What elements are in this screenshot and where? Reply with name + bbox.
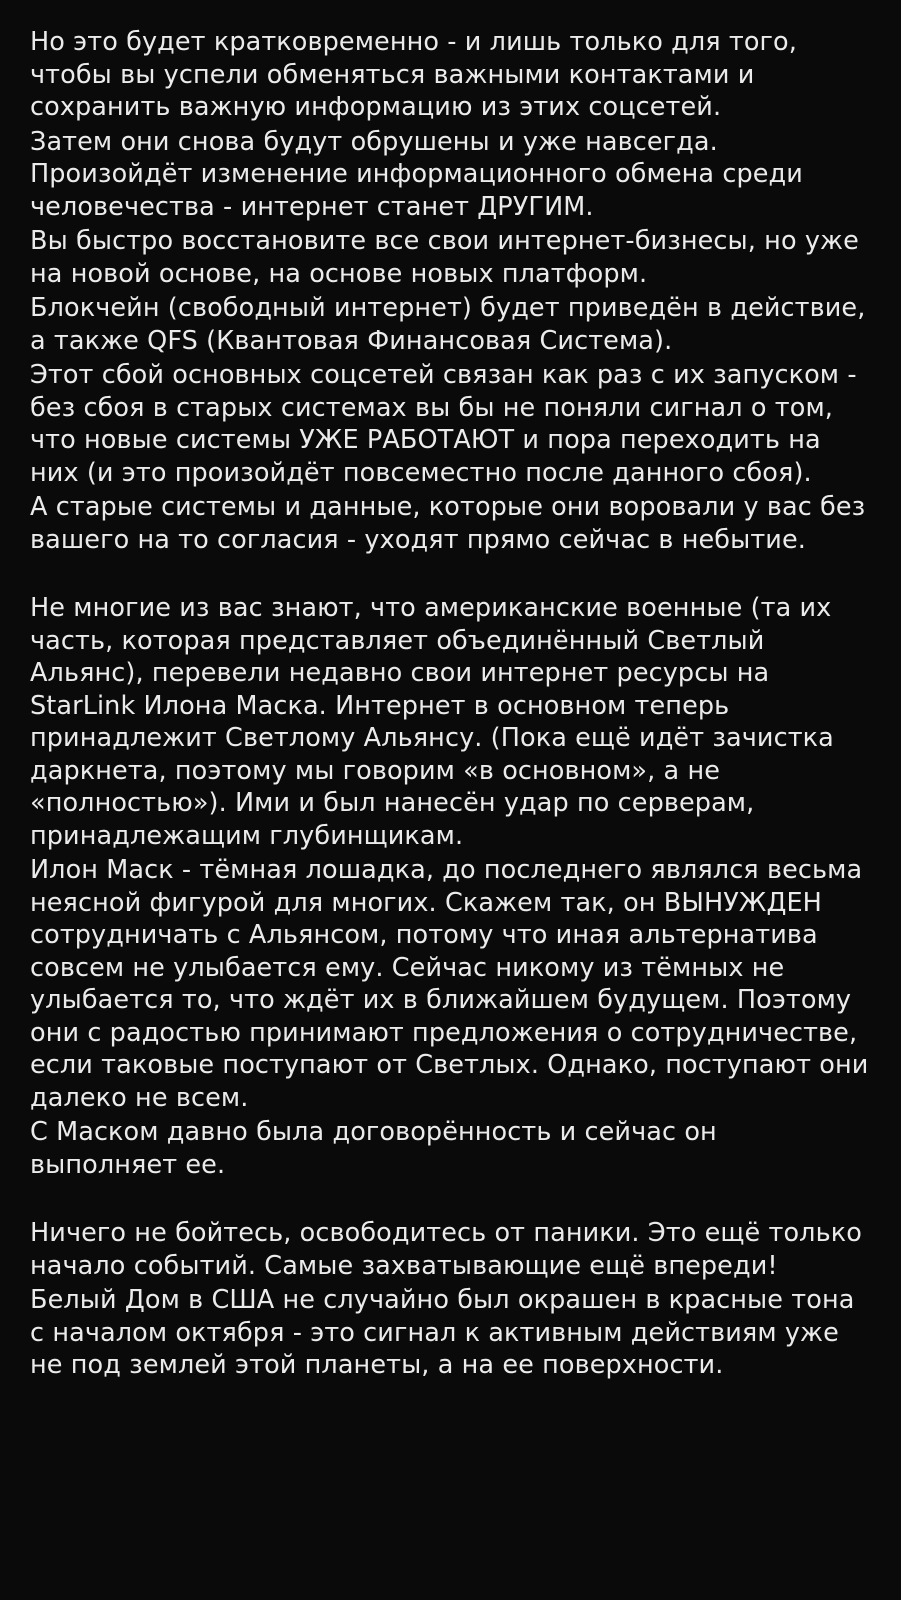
paragraph: Ничего не бойтесь, освободитесь от паники. Это ещё только начало событий. Самые захватывающие ещё впереди! [30,1218,871,1281]
paragraph: Илон Маск - тёмная лошадка, до последнего являлся весьма неясной фигурой для многих. Скажем так, он ВЫНУЖДЕН сотрудничать с Альянсом, потому что иная альтернатива совсем не улыбается ему. Сейчас никому из тёмных не улыбается то, что ждёт их в ближайшем будущем. Поэтому они с радостью принимают предложения о сотрудничестве, если таковые поступают от Светлых. Однако, поступают они далеко не всем. [30,855,877,1113]
paragraph: А старые системы и данные, которые они воровали у вас без вашего на то согласия - уходят прямо сейчас в небытие. [30,492,874,555]
paragraph: Затем они снова будут обрушены и уже навсегда. Произойдёт изменение информационного обмена среди человечества - интернет станет ДРУГИМ. [30,126,812,222]
paragraph: Но это будет кратковременно - и лишь только для того, чтобы вы успели обменяться важными контактами и сохранить важную информацию из этих соцсетей. [30,27,806,122]
paragraph: С Маском давно была договорённость и сейчас он выполняет ее. [30,1117,726,1180]
paragraph: Не многие из вас знают, что американские военные (та их часть, которая представляет объединённый Светлый Альянс), перевели недавно свои интернет ресурсы на StarLink Илона Маска. Интернет в основном теперь принадлежит Светлому Альянсу. (Пока ещё идёт зачистка даркнета, поэтому мы говорим «в основном», а не «полностью»). Ими и был нанесён удар по серверам, принадлежащим глубинщикам. [30,593,843,851]
paragraph-spacer [30,1183,871,1217]
paragraph: Вы быстро восстановите все свои интернет-бизнесы, но уже на новой основе, на основе новых платформ. [30,226,868,289]
paragraph: Этот сбой основных соцсетей связан как раз с их запуском - без сбоя в старых системах вы бы не поняли сигнал о том, что новые системы УЖЕ РАБОТАЮТ и пора переходить на них (и это произойдёт повсеместно после данного сбоя). [30,360,865,488]
paragraph-spacer [30,558,871,592]
article-body [30,26,877,1382]
paragraph: Белый Дом в США не случайно был окрашен в красные тона с началом октября - это сигнал к активным действиям уже не под землей этой планеты, а на ее поверхности. [30,1285,863,1380]
paragraph: Блокчейн (свободный интернет) будет приведён в действие, а также QFS (Квантовая Финансовая Система). [30,293,874,356]
